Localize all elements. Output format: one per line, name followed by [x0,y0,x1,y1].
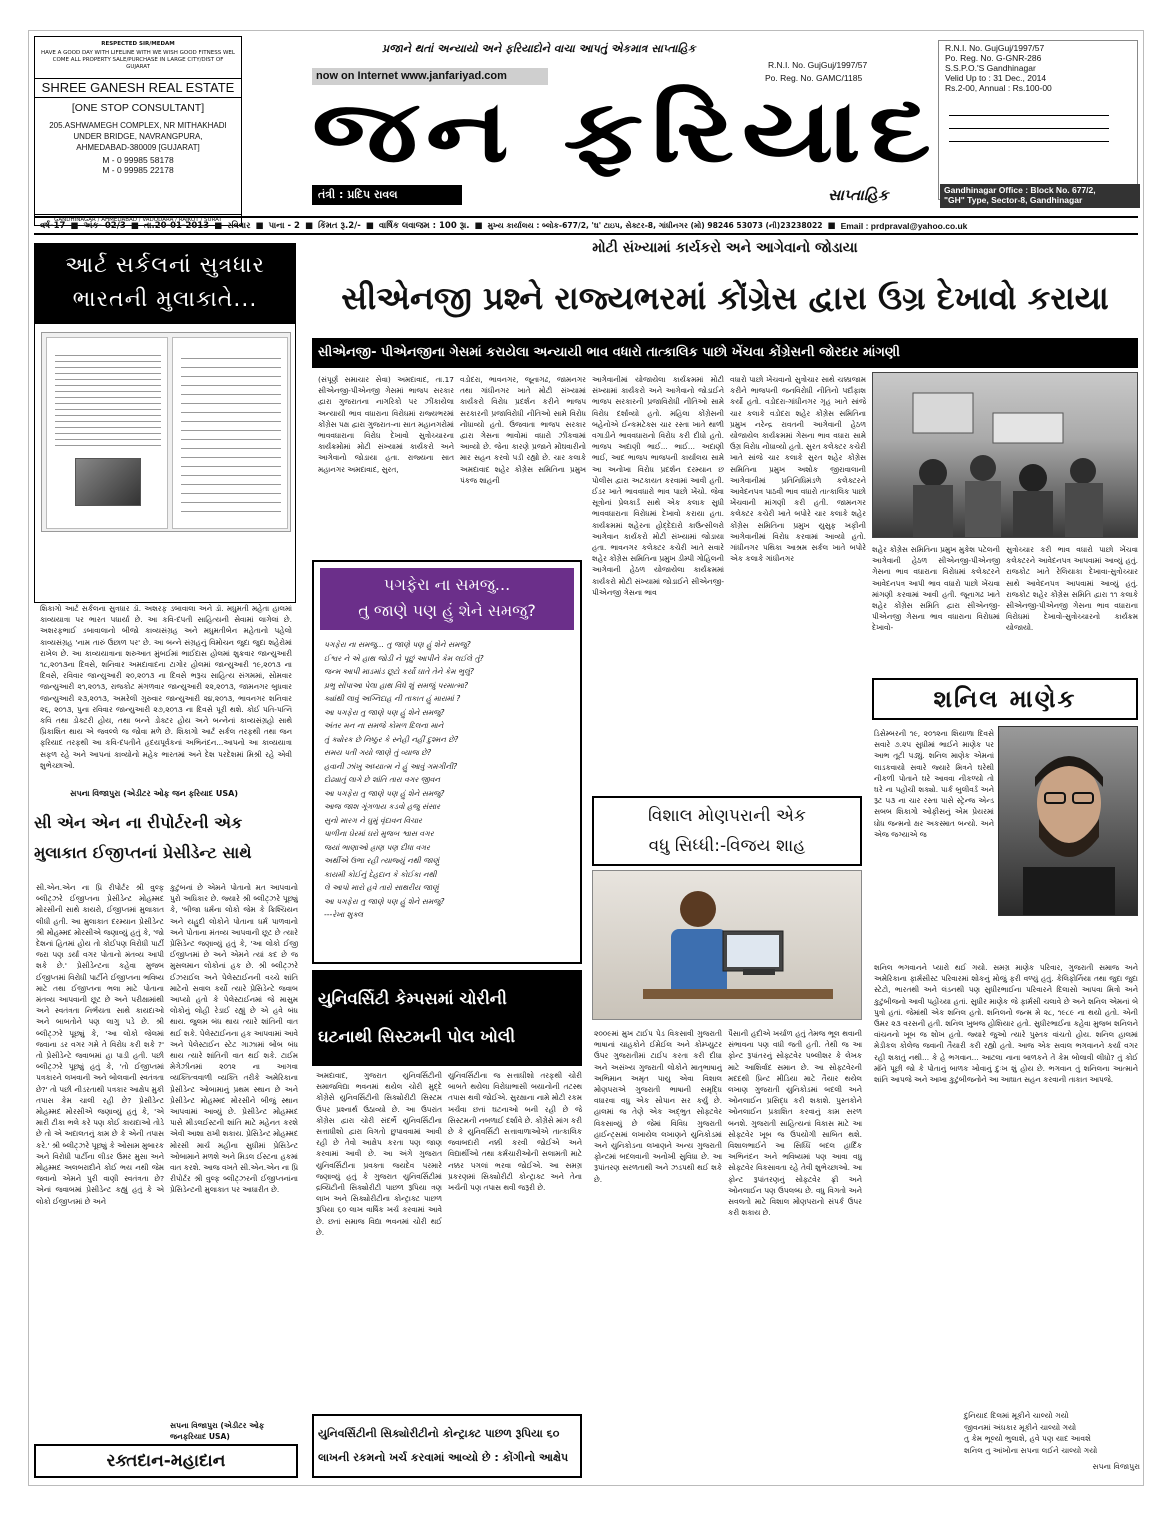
info-issue: અંક- 02/3 [83,220,126,231]
vishal-title-2: વધુ સિધ્ધી:-વિજય શાહ [648,836,806,856]
info-sep: ■ [214,220,223,231]
ad-phone-2: M - 0 99985 22178 [102,165,174,175]
university-bottom-headline [312,1414,582,1478]
info-sep: ■ [827,220,836,231]
info-day: રવિવાર [227,220,251,231]
cnn-body-col-1: સી.એન.એન ના પ્રિ રીપોર્ટર શ્રી વુલ્ફ બ્લીટ્ઝરે ઈજીપ્તના પ્રેસીડેન્ટ મોહમ્મદ મોરસીની સાથે કાયરો, ઈજીપ્તમાં મુલાકાત લીધી હતી. આ મુલાકાત દરમ્યાન પ્રેસીડેન્ટ શ્રી મોહમ્મદ મોરસીએ જણાવ્યું હતું કે, 'જો દેશનાં હિતમાં હોય તો કોઈપણ વિરોધી પાર્ટી જરા પણ ડર્યા વગર પોતાનો મંતવ્ય આપી શકે છે.' પ્રેસીડેન્ટના કહેવા મુજબ ઈજીપ્તમાં વિરોધી પાર્ટીને ઈજીપ્તના ભવિષ્ય માટે તથા ઈજીપ્તના ભલા માટે પોતાના મંતવ્ય આપવાની છૂટ છે અને પરીક્ષામાંથી અને સ્વતંત્રતા નિર્ભયતા સાથે કાયદાઓ અને બાબતોને પણ લાગુ પડે છે. શ્રી બ્લીટ્ઝરે પૂછ્યું કે, 'આ લોકો જેલમાં જવાના ડર વગર ગમે તે વિરોધ કરી શકે ?' તો પ્રેસીડેન્ટે જવાબમાં હા પાડી હતી. પછી બ્લીટ્ઝરે પૂછ્યું હતું કે, 'તો ઈજીપ્તમાં પત્રકારને લખવાની અને બોલવાની સ્વતંત્રતા છે?' તો પછી નીડરતાથી પત્રકાર આક્ષેપ મુકી તપાસ કેમ ચાલી રહી છે? પ્રેસીડેન્ટ મોહમ્મદ મોરસીએ જણાવ્યું હતું કે, 'એ મારી ટીકા ભલે કરે પણ કોઈ કાયદાઓ તોડે છે તો એ અદાલતનું કામ છે કે એની તપાસ કરે.' શ્રી બ્લીટ્ઝરે પૂછ્યું કે ઓસામ મુબારક અને વિરોધી પાર્ટીના લીડર ઉમર મુસા અને મોહમ્મદ અલબરાદીને કોઈ ભય નથી જેમ જવાનો એમને પુરી વાણી સ્વતંત્રતા છે? એનાં જવાબમાં પ્રેસીડેન્ટ કહ્યું હતું કે એ લોકો ઈજીપ્તમાં છે અને [36,883,164,1206]
shanil-headline-box [872,678,1138,720]
office-line-2: "GH" Type, Sector-8, Gandhinagar [944,195,1083,205]
reg-line-1: R.N.I. No. GujGuj/1997/57 [945,43,1045,53]
poem-line: દોઢ્યાતું લાગે છે શાંતિ તારા વગર જીવન [324,775,441,784]
person-at-desk-illustration [593,871,862,1020]
ad-company-name: SHREE GANESH REAL ESTATE [35,79,241,98]
art-circle-title-1: આર્ટ સર્કલનાં સુત્રધાર [65,253,265,278]
art-circle-title-2: ભારતની મુલાકાતે... [72,287,258,312]
university-body-col-2: યુનિવર્સિટીના જ સત્તાધીશો તરફથી ચોરી બાબતે થયેલા વિરોધાભાસી બયાનોની તટસ્થ તપાસ થવી જોઈએ. સુરક્ષાના નામે મોટી રકમ ખર્ચવા છતાં ઘટનાઓ બની રહી છે જે સિસ્ટમની નબળાઈ દર્શાવે છે. કોંગ્રેસે માંગ કરી છે કે યુનિવર્સિટી સત્તાવાળાઓએ તાત્કાલિક જવાબદારી નક્કી કરવી જોઈએ અને વિદ્યાર્થીઓ તથા કર્મચારીઓની સલામતી માટે નક્કર પગલાં ભરવા જોઈએ. આ સમગ્ર પ્રકરણમાં સિક્યોરીટી કોન્ટ્રાક્ટ અને તેના ખર્ચની પણ તપાસ થવી જરૂરી છે. [448,1071,582,1193]
poem-lines [314,636,580,922]
university-bottom-line-2: લાખની રકમનો ખર્ચ કરવામાં આવ્યો છે : કોંગીનો આક્ષેપ [318,1451,569,1464]
shanil-portrait-illustration [999,727,1138,916]
address-line-3 [949,141,1109,142]
ad-consultant: [ONE STOP CONSULTANT] [71,102,205,114]
poem-line: આ પગફેરા તુ જાણે પણ હું શેને સમજુ? [324,788,445,798]
info-date: તા.20-01-2013 [143,220,210,231]
real-estate-ad [34,36,242,226]
shanil-poem-line: તુ કેમ ભૂલ્યો ભુલાશે, હવે પણ યાદ આવશે [964,1434,1091,1443]
ad-phone-1: M - 0 99985 58178 [102,155,174,165]
poem-line: સમય પતી ગયો જાણે તું વ્યાજ છે? [324,748,432,757]
photo-caption-2: સુત્રોચ્ચાર કરી ભાવ વધારો પાછો ખેંચવા કલેક્ટરને આવેદનપત્ર આપવામાં આવ્યું હતું. રાજકોટ ખાતે રેલિયાકા દેખાવા-સુત્રોચ્ચાર સાથે આવેદનપત્ર આપવામાં આવ્યું હતું. રાજકોટ શહેર કોંગ્રેસ સમિતિ દ્વારા ૧૧ કલાકે સીએનજી-પીએનજી ગેસના ભાવ વધારાના વિરોધમાં દેખાવો-સુત્રોચ્ચારનો કાર્યક્રમ યોજાયો. [1006,545,1138,633]
newspaper-title: જન ફરિયાદ [312,82,939,182]
editor-name: તંત્રી : પ્રદિપ રાવલ [312,185,462,205]
info-volume: વર્ષ-17 [40,220,66,231]
info-sep: ■ [255,220,264,231]
poem-box [312,560,582,964]
invitation-cards-image [41,332,291,532]
ad-respected: RESPECTED SIR/MEDAM [101,41,175,47]
poem-line: અર્થીએ ઉભા રહી ત્યાજ્યું નથી જાણું [324,856,440,865]
vishal-title-1: વિશાલ મોણપરાની એક [648,806,806,826]
poem-title-1: પગફેરા ના સમજુ... [383,575,511,594]
university-title-1: યુનિવર્સિટી કેમ્પસમાં ચોરીની [318,989,507,1008]
vishal-body-col-1: ૨૦૦૯માં મુખ ટાઈપ પેડ વિકસાવી ગુજરાતી ભાષાનાં ચાહકોને ઈમેઈલ અને કોમ્પ્યુટર ઉપર ગુજરાતીમાં ટાઈપ કરતા કરી દીધા અને અસંખ્ય ગુજરાતી લોકોને માતૃભાષાનું અભિમાન અમૃત પાયુ એવા વિશાલ મોણપરાએ ગુજરાતી ભાષાની સમૃદ્ધિ વધારવા વધુ એક સોપાન સર કર્યુ છે. હાલમાં જ તેણે એક અદ્ભુત સોફ્ટવેર વિકસાવ્યું છે જેમાં વિવિધ ગુજરાતી હાઈન્ટ્સમાં લખાયેલ લખાણને યુનિકોડમાં અને યુનિકોડના લખાણને અન્ય ગુજરાતી ફોન્ટમાં બદલવાની અનોખી સુવિધા છે. આ રૂપાંતરણ સરળતાથી અને ઝડપથી થઈ શકે છે. [594,1029,722,1184]
registration-box [938,40,1138,200]
poem-line: સુનો મારગ ને ઘુમું વૃંદાવન વિચાર [324,815,422,825]
poem-line: પ્રભુ સોંપાઆ પેલા હાથ વિધે શું સમજું પરમાત્મા? [324,680,469,690]
art-circle-headline [35,244,295,324]
info-sep: ■ [474,220,483,231]
vishal-photo [592,870,862,1020]
info-annual: વાર્ષિક લવાજમ : 100 રૂા. [378,220,470,231]
reg-line-2: Po. Reg. No. G-GNR-286 [945,53,1042,63]
shanil-poem-line: દુનિયાદ દિલમાં મૂકીને ચાલ્યો ગયો [964,1411,1069,1420]
poem-line: ---રેખા શુક્લ [324,910,364,919]
art-circle-body: શિકાગો આર્ટ સર્કલના સુત્રધાર ડૉ. અશરફ ડબાવાલા અને ડૉ. મધુમતી મહેતા હાલમાં કાવ્યયાત્રા પર ભારત પધાર્યા છે. આ કવિ-દંપતી સાહિત્યની સેવામાં લાગેલાં છે. અશરફભાઈ ડબાવાલાનો બીજો કાવ્યસંગ્રહ અને મધુમતીબેન મહેતાનો પહેલો કાવ્યસંગ્રહ 'નામ તારું ઉછાળ પર' છે. આ બન્ને સંગ્રહનું વિમોચન જુદા જુદા શહેરોમાં રાખેલ છે. આ કાવ્યયાત્રાના શરુઆત મુંબઈમાં ભાઈદાસ હોલમાં શુક્રવાર જાન્યુઆરી ૧૮,૨૦૧૩ના દિવસે, શનિવાર અમદાવાદના ટાગોર હોલમાં જાન્યુઆરી ૧૯,૨૦૧૩ ના દિવસે, રવિવાર જાન્યુઆરી ૨૦,૨૦૧૩ ના દિવસે ભરૂચ સાહિત્ય સંગમમાં, સોમવાર જાન્યુઆરી ૨૧,૨૦૧૩, રાજકોટ મંગળવાર જાન્યુઆરી ૨૨,૨૦૧૩, જામનગર બુધવાર જાન્યુઆરી ૨૩,૨૦૧૩, અમરેલી ગુરુવાર જાન્યુઆરી ૨૪,૨૦૧૩, ભાવનગર શનિવાર ૨૬, ૨૦૧૩, પુના રવિવાર જાન્યુઆરી ૨૭,૨૦૧૩ ના દિવસે પૂરી થશે. કોઈ પતિ-પત્નિ કવિ તથા ડોક્ટરી હોય, તથા બન્ને ડોક્ટર હોય અને બન્નેનાં કાવ્યસંગ્રહો સાથે પ્રિકાશિત થાય એ જવલ્લે જ જોવા મળે છે. શિકાગો આર્ટ સર્કલ તરફથી તથા જન ફરિયાદ તરફથી આ કવિ-દંપતીને હૃદયપૂર્વકનાં અભિનંદન...આપનો આ કાવ્યયાત્રા સફળ રહે અને આપનાં કાવ્યોનો મહેક ભારતમાં અને દેશ પરદેશમાં મિશ્રી રહે એવી શુભેચ્છાઓ. [40,604,292,770]
shanil-photo [998,726,1138,916]
masthead-internet: now on Internet www.janfariyad.com [312,68,548,85]
info-sep: ■ [130,220,139,231]
poem-line: લે આપો મારો હવે તારો સાથરીય જાણું [324,883,439,892]
info-sep: ■ [304,220,313,231]
reg-line-3: S.S.P.O.'S Gandhinagar [945,63,1036,73]
poem-line: પાળીના ઘેરમાં ઘરો મુજબ શ્વાસ વગર [324,829,434,838]
blood-donation-box [34,1444,298,1478]
address-line-1 [949,115,1109,116]
cng-body-col-3: આગેવાનીમાં યોજાયેલા કાર્યક્રમમાં મોટી સંખ્યામાં કાર્યકરો અને આગેવાનો જોડાઈને ભાજપ સરકારની પ્રજાવિરોધી નીતિઓ સામે વિરોધ દર્શાવ્યો હતો. મહિલા કોંગ્રેસની બહેનોએ ઈન્કમટેક્સ ચાર રસ્તા ખાતે થાળી વગાડીને ભાવવધારાનો વિરોધ કરી દીધો હતો. ભાજપ અદાણી ભાઈ... ભાઈ... અદાણી ભાઈ, આદ ભાજપ ભાજપની કાર્યાલય સામે આ અનોખા વિરોધ પ્રદર્શન દરમ્યાન છ પોલીસ દ્વારા અટકાયત કરવામાં આવી હતી. ઈડર ખાતે ભાવવધારો ભાવ પાછો ખેંચો. જેવા સૂત્રોનાં પ્રેલકાર્ડ સાથે એક કલાક સુધી ભાવવધારાના વિરોધમાં દેખાવો કરાયા હતા. કાર્યક્રમમાં શહેરના હોદ્દેદારો કાઉન્સીલરો આગેવાન કાર્યકરો મોટી સંખ્યામાં જોડાયા હતા. ભાવનગર કલેક્ટર કચેરી ખાતે સવારે શહેર કોંગ્રેસ સમિતિના પ્રમુખ ડીમ્પી ગોહિલની આગેવાની હેઠળ યોજાયેલા કાર્યક્રમમાં કાર્યકરો મોટી સંખ્યામાં જોડાઈને સીએનજી-પીએનજી ગેસના ભાવ [592,375,724,597]
cng-body-col-2: વડોદરા, ભાવનગર, જૂનાગઢ, જામનગર તથા ગાંધીનગર ખાતે મોટી સંખ્યામાં કાર્યકરો વિરોધ પ્રદર્શન કરીને ભાજપ સરકારની પ્રજાવિરોધી નીતિઓ સામે વિરોધ નોંધાવ્યો હતો. ઉજવાતા ભાજપ સરકાર દ્વારા ગેસના ભાવોમાં વધારો ઝીંકવામાં આવ્યો છે. જેના કારણે પ્રજાને મોંઘવારીનો માર સહન કરવો પડી રહ્યો છે. ચાર કલાકે અમદાવાદ શહેર કોંગ્રેસ સમિતિના પ્રમુખ પંકજ શાહની [460,375,586,485]
invitation-card-right [172,337,288,529]
cng-kicker: મોટી સંખ્યામાં કાર્યકરો અને આગેવાનો જોડાયા [592,240,858,256]
info-bar [34,216,1138,235]
vishal-body-col-2: પૈસાની હદીએ ખર્ચાળ હતું તેમજ ભૂલ થવાની સંભાવના પણ વધી જતી હતી. તેથી જ આ ફોન્ટ રૂપાંતરનું સોફ્ટવેર પબ્લીશર કે લેખક માટે આશિર્વાદ સમાન છે. આ સોફ્ટવેરની મદદથી પ્રિન્ટ મીડિયા માટે તૈયાર થયેલ લખાણ ગુજરાતી યુનિકોડમાં બદલી અને ઓનલાઈન પ્રસિદ્ધ કરી શકાશે. પુસ્તકોને ઓનલાઈન પ્રકાશિત કરવાનું કામ સરળ બનશે. ગુજરાતી સાહિત્યનાં વિકાસ માટે આ સોફ્ટવેર ખૂબ જ ઉપયોગી સાબિત થશે. વિશાલભાઈને આ સિધ્ધિ બદલ હાર્દિક અભિનંદન અને ભવિષ્યમાં પણ આવા વધુ સોફ્ટવેર વિકસાવતા રહે તેવી શુભેચ્છાઓ. આ ફોન્ટ રૂપાંતરણનું સોફ્ટવેર ફ્રી અને ઓનલાઈન પણ ઉપલબ્ધ છે. વધુ વિગતો અને સવલતો માટે વિશાલ મોણપરાનો સંપર્ક ઉપર કરી શકાય છે. [728,1029,862,1218]
cnn-headline [34,808,304,876]
portrait-photo [75,458,141,506]
masthead-reg-1: R.N.I. No. GujGuj/1997/57 [768,60,868,70]
ad-tagline: HAVE A GOOD DAY WITH LIFELINE WITH WE WISH GOOD FITNESS WEL COME ALL PROPERTY SALE/PURCHASE IN LARGE CITY/DIST OF GUJARAT [35,47,241,79]
gandhinagar-office [940,184,1140,208]
cnn-title-1: સી એન એન ના રીપોર્ટરની એક [34,813,243,832]
info-price: કિંમત રૂ.2/- [317,220,361,231]
shanil-body-2: શનિલ ભગવાનને પ્યારો થઈ ગયો. સમગ્ર માણેક પરિવાર, ગુજરાતી સમાજ અને અમેરિકાના ફાર્મસીસ્ટ પરિવારમાં શોકનું મોજું ફરી વળ્યું હતું. કેલિફોર્નિયા તથા જુદા જુદા સ્ટેટો, ભારતથી અને લંડનથી પણ સુધીરભાઈના પરિવારને દિલાસો આપવા મિત્રો અને કુટુંબીજનો આવી પહોંચ્યા હતાં. સુધીર માણેક જે ફાર્મસી ચલાવે છે અને શનિલ એમનાં બે પુત્રો હતાં. જેમાંથી એક શનિલ હતો. શનિલનો જન્મ મે ૨૮, ૧૯૮૯ ના થયો હતો. એની ઉમર ૨૩ વરસની હતી. શનિલ ખુબજ હોશિયાર હતો. સુધીરભાઈના કહેવા મુજબ શનિલને વાંચનનો ખૂબ જ શોખ હતો. જ્યારે જુઓ ત્યારે પુસ્તક વાંચતો હોય. શનિલ હાલમાં મેડીકલ કોલેજ જવાની તૈયારી કરી રહ્યો હતો. આજ એક સવાલ ભગવાનને કર્યા વગર રહી શકાતું નથી... કે હે ભગવાન... આટલા નાના બાળકને તેં કેમ બોલાવી લીધો? તું કોઈ માઁને પૂછી જો કે પોતાનું બાળક ખોવાનું દુઃખ શું હોય છે. ભગવાન તું શનિલના આત્માને શાંતિ આપજે અને આખા કુટુંબીજનોને આ આઘાત સહન કરવાની તાકાત આપજે. [874,963,1138,1085]
poem-line: તું ક્યોરક છે નિષ્ઠુર કે સ્નેહી નહીં દુશ્મન છે? [324,734,459,744]
ad-address: 205.ASHWAMEGH COMPLEX, NR MITHAKHADI UNDER BRIDGE, NAVRANGPURA, AHMEDABAD-380009 [GUJARAT] [49,121,227,152]
university-headline [312,970,582,1066]
masthead-slogan: પ્રજાને થતાં અન્યાયો અને ફરિયાદોને વાચા આપતું એકમાત્ર સાપ્તાહિક [382,42,696,55]
poem-line: હવાની ઝાંખુ અધ્યાત્મ ને હું આવું ગમગીની? [324,761,458,771]
cnn-title-2: મુલાકાત ઈજીપ્તનાં પ્રેસીડેન્ટ સાથે [34,843,252,862]
reg-line-5: Rs.2-00, Annual : Rs.100-00 [945,83,1052,93]
address-line-2 [949,128,1109,129]
shanil-poem-line: શનિલ તુ આંખોના સપના લઈને ચાલ્યો ગયો [964,1445,1098,1455]
card-schedule-lines [181,350,281,520]
protest-crowd-illustration [873,373,1138,538]
poem-line: આજ જાશ ગૂંગળાય કડવો હજુ સંસાર [324,802,441,811]
ad-cities: GANDHINAGAR / AHMEDABAD / VADODARA / RAJKOT / SURAT [35,214,241,223]
poem-line: આ પગફેરા તુ જાણે પણ હું શેને સમજુ? [324,707,445,717]
poem-header [320,568,574,630]
poem-line: અંતર મન ના સમજે કોમળ દિલના માને [324,721,444,730]
photo-caption-1: શહેર કોંગ્રેસ સમિતિના પ્રમુખ મુકેશ પટેલની આગેવાની હેઠળ સીએનજી-પીએનજી ગેસના ભાવ વધારાના વિરોધમાં કલેક્ટરને આવેદનપત્ર આપી ભાવ વધારો પાછો ખેંચવા માંગણી કરવામાં આવી હતી. જૂનાગઢ ખાતે શહેર કોંગ્રેસ સમિતિ દ્વારા સીએનજી-પીએનજી ગેસના ભાવ વધારાના વિરોધમાં દેખાવો- [872,545,1000,633]
shanil-credit: સપના વિજાપુરા [1092,1462,1140,1471]
shanil-poem-line: જીવનમાં અંધકાર મૂકીને ચાલ્યો ગયો [964,1422,1077,1432]
university-title-2: ઘટનાથી સિસ્ટમની પોલ ખોલી [318,1027,516,1046]
university-body-col-1: અમદાવાદ, ગુજરાત યુનિવર્સિટીની સમાજવિદ્યા ભવનમાં થયેલ ચોરી મુદ્દે કોંગ્રેસે યુનિવર્સિટીની સિક્યોરીટી સિસ્ટમ ઉપર પ્રશ્નાર્થ ઉઠાવ્યો છે. આ ઉપરાંત કોંગ્રેસ દ્વારા ચોરી સંદર્ભે યુનિવર્સિટીના સત્તાધીશો દ્વારા વિગતો છુપાવવામાં આવી રહી છે તેવો આક્ષેપ કરતા પણ જાણ કરવામાં આવી છે. આ અંગે ગુજરાત યુનિવર્સિટીના પ્રવક્તા જયદેવ પરમારે જણાવ્યું હતું કે ગુજરાત યુનિવર્સિટીમાં દ્રવ્યિટીની સિક્યોરીટી પાછળ રૂપિયા ત્રણ લાખ અને સિક્યોરીટીના કોન્ટ્રાક્ટ પાછળ રૂપિયા ૬૦ લાખ વાર્ષિક ખર્ચ કરવામાં આવે છે. છતાં સમાજ વિદ્યા ભવનમાં ચોરી થઈ છે. [316,1071,442,1237]
university-bottom-line-1: યુનિવર્સિટીની સિક્યોરીટીનો કોન્ટ્રાક્ટ પાછળ રૂપિયા ૬૦ [318,1427,560,1440]
shanil-title: શનિલ માણેક [933,685,1077,713]
art-circle-credit: સપના વિજાપુરા (એડીટર ઓફ જન ફરિયાદ USA) [70,789,238,798]
shanil-poem [964,1410,1134,1456]
poem-line: ઈશ્વર ને એ હાથ જોડી ને પૂછું આપીને કેમ લઈલે તું? [324,653,484,663]
poem-line: જન્મ આપી માડમાંડ છૂટો કર્યો ઘાતે તેને કેમ ભુલું? [324,667,474,676]
poem-line: આ પગફેરા તુ જાણે પણ હું શેને સમજુ? [324,896,445,906]
poem-line: પગફેરા ના સમજુ... તુ જાણે પણ હું શેને સમજુ? [324,640,471,649]
cng-headline: સીએનજી પ્રશ્ને રાજ્યભરમાં કોંગ્રેસ દ્વારા ઉગ્ર દેખાવો કરાયા [341,279,1109,317]
office-line-1: Gandhinagar Office : Block No. 677/2, [944,185,1096,195]
poem-line: જયાં ભાણાઓ હ્રાણ પણ દીધા વગર [324,842,430,852]
art-circle-section [34,243,296,603]
blood-donation-title: રક્તદાન-મહાદાન [106,1451,226,1471]
invitation-card-left [46,337,168,529]
reg-line-4: Velid Up to : 31 Dec., 2014 [945,73,1047,83]
protest-photo [872,372,1138,538]
poem-title-2: તુ જાણે પણ હું શેને સમજુ? [358,601,536,620]
card-text-lines [55,350,161,450]
poem-line: ક્યાંથી લાવું અગ્નિદાહ ની તાકાત હું મારામાં ? [324,694,461,703]
poem-line: કાયમી કોઈનું દેહદાન કે કોઈકા નથી [324,869,437,879]
info-pages: પાના - 2 [268,220,300,231]
shanil-body-1: ડિસેમ્બરની ૧૯, ૨૦૧૨ના શિયાળા દિવસે સવારે ૭.૨૫ સુધીમાં ભાઈને માણેક પર આભ તૂટી પડ્યું. શનિલ માણેક એમનાં લાડકવાયો સવારે જ્યારે મિત્રને ઘરેથી નીકળી પોતાને ઘરે આવવા નીકળ્યો તો ઘરે ના પહોંચી શક્યો. પાર્ક બુલીવર્ડ અને રૂટ ૫૩ ના ચાર રસ્તા પાસે સ્ટ્રેન્જ એન્ડ સબબ શિકાગો ઓફીસનું એમ પ્રેયરમાં ધોધ જન્મનો ક્ષર અકસ્માત બન્યો. અને એજ જગ્યાએ જ [874,729,994,839]
info-sep: ■ [365,220,374,231]
cng-body-col-4: વધારો પાછો ખેંચવાનો સુત્રોચાર સાથે ચક્કાજામ કરીને ભાજપની જનવિરોધી નીતિનો પર્દાફાશ કર્યો હતો. વડોદરા-ગાંધીનગર ગૃહ ખાતે સાંજે ચાર કલાકે વડોદરા શહેર કોંગ્રેસ સમિતિના પ્રમુખ નરેન્દ્ર રાવતની આગેવાની હેઠળ યોજાયેલ કાર્યક્રમમાં ગેસના ભાવ વધારા સામે ઉગ્ર વિરોધ નોંધાવ્યો હતો. સુરત કલેક્ટર કચેરી ખાતે સાંજે ચાર કલાકે સુરત શહેર કોંગ્રેસ સમિતિના પ્રમુખ અશોક જીરાવાલાની આગેવાનીમાં પ્રતિનિધિમંડળે કલેક્ટરને આવેદનપત્ર પાઠવી ભાવ વધારો તાત્કાલિક પાછો ખેંચવાની માંગણી કરી હતી. જામનગર કલેક્ટર કચેરી ખાતે બપોરે ચાર કલાકે શહેર કોંગ્રેસ સમિતિના પ્રમુખ યુસુફ ખફીની આગેવાનીમાં વિરોધ કરવામાં આવ્યો હતો. ગાંધીનગર પથિકા આશ્રમ સર્કલ ખાતે બપોરે એક કલાકે ગાંધીનગર [730,375,866,564]
cng-body-col-1: (સંપૂર્ણ સમાચાર સેવા) અમદાવાદ, તા.17 સીએનજી-પીએનજી ગેસમાં ભાજપ સરકાર દ્વારા ગુજરાતના નાગરિકો પર ઝીંકાયેલા અન્યાયી ભાવ વધારાના વિરોધમાં રાજ્યભરમાં કોંગ્રેસ પક્ષ દ્વારા ગુજરાત-ના સાત મહાનગરોમાં ભાવવધારાના વિરોધ દેખાવો સુત્રોચ્ચારના કાર્યક્રમોમાં મોટી સંખ્યામાં કાર્યકરો અને આગેવાનો જોડાયા હતા. રાજ્યના સાત મહાનગર અમદાવાદ, સુરત, [318,375,454,474]
info-email: Email : prdpraval@yahoo.co.uk [840,220,968,231]
cnn-credit: સપના વિજાપુરા (એડીટર ઓફ જનફરિયાદ USA) [170,1421,265,1441]
vishal-headline-box [592,796,862,866]
weekly-label: સાપ્તાહિક [828,186,889,204]
info-sep: ■ [70,220,79,231]
cnn-body-col-2: કુટુંબનાં છે એમને પોતાનો મત આપવાનો પુરો અધિકાર છે. જ્યારે શ્રી બ્લીટ્ઝરે પૂછ્યું કે, 'બીજા ધર્મના લોકો જેમ કે ક્રિશ્ચિયન અને યહુદી લોકોને પોતાના ધર્મ પાળવાનો અને પોતાના મંતવ્ય આપવાની છૂટ છે ત્યારે પ્રેસિડેન્ટ જણાવ્યું હતું કે, 'આ લોકો ઈજી ઈજીપ્તમાં છે અને એમને ત્યાં કદ છે જ મુસલમાન લોકોનાં હક છે. શ્રી બ્લીટ્ઝરે ઈઝરાઈલ અને પેલેસ્ટાઈનની વચ્ચે શાંતિ માટેનો સવાલ કર્યો ત્યારે પ્રેસિડેન્ટે જવાબ આપ્યો હતો કે પેલેસ્ટાઈનમાં જે માસુમ લોકોનું લોહી રેડાઈ રહ્યું છે એ હવે બંધ થાય. જુલમ બંધ થાય ત્યારે શાંતિની વાત થઈ શકે. પેલેસ્ટાઈનના હક આપવામાં આવે અને પેલેસ્ટાઈન સ્ટેટ ગાઝામાં બોંબ બંધ થાય ત્યારે શાંતિની વાત થઈ શકે. ટાઈમ મેગેઝીનમાં ૨૦૧૨ ના આગવા વ્યક્તિત્વવાળી વ્યક્તિ તરીકે અમેરિકાના પ્રેસીડેન્ટ ઓબામાનું પ્રથમ સ્થાન છે અને પ્રેસીડેન્ટ મોહમ્મદ મોરસીને બીજું સ્થાન આપવામાં આવ્યું છે. પ્રેસીડેન્ટ મોહમ્મદ પાસે મીડલઈસ્ટની શાંતિ માટે મહેનત કરશે એવી આશા રાખી શકાય. પ્રેસિડેન્ટ મોહમ્મદ મોરસી માર્ચ મહીના સુધીમાં પ્રેસિડેન્ટ ઓબામાને મળશે અને મિડલ ઈસ્ટના હકમાં વાત કરશે. આજ વખતે સી.એન.એન ના પ્રિ રીપોર્ટર શ્રી વુલ્ફ બ્લીટ્ઝરની ઈજીપ્તનાંના પ્રેસિડેન્ટની મુલાકાત પર આધારીત છે. [170,883,298,1195]
masthead-reg-2: Po. Reg. No. GAMC/1185 [765,73,863,83]
cng-subhead: સીએનજી- પીએનજીના ગેસમાં કરાયેલા અન્યાયી ભાવ વધારો તાત્કાલિક પાછો ખેંચવા કોંગ્રેસની જોરદાર માંગણી [312,338,1138,368]
info-office: મુખ્ય કાર્યાલય : બ્લોક-677/2, 'ઘ' ટાઇપ, સેક્ટર-8, ગાંધીનગર (મો) 98246 53073 (ની)23238022 [487,220,823,230]
